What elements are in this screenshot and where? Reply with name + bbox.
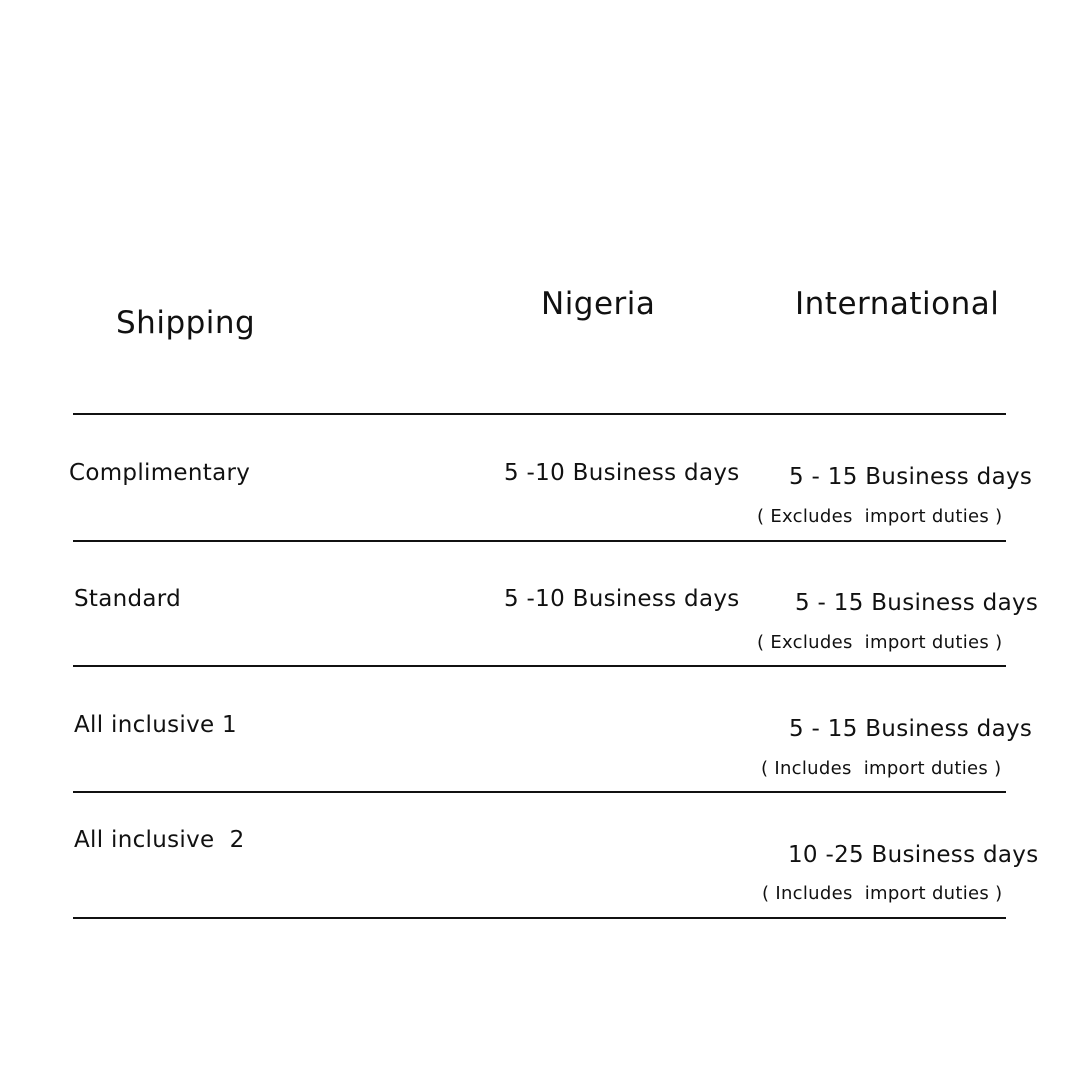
- row-label: Standard: [74, 586, 182, 612]
- international-delivery-time: 10 -25 Business days: [788, 842, 1039, 868]
- row-divider: [73, 791, 1006, 793]
- row-divider: [73, 917, 1006, 919]
- import-duties-note: ( Includes import duties ): [761, 758, 1002, 779]
- row-label: All inclusive 1: [74, 712, 237, 738]
- row-label: Complimentary: [69, 460, 251, 486]
- row-label: All inclusive 2: [74, 827, 245, 853]
- import-duties-note: ( Excludes import duties ): [757, 506, 1003, 527]
- header-divider: [73, 413, 1006, 415]
- header-shipping: Shipping: [116, 305, 256, 341]
- import-duties-note: ( Includes import duties ): [762, 883, 1003, 904]
- header-nigeria: Nigeria: [541, 286, 656, 322]
- nigeria-delivery-time: 5 -10 Business days: [504, 460, 740, 486]
- international-delivery-time: 5 - 15 Business days: [795, 590, 1039, 616]
- row-divider: [73, 540, 1006, 542]
- row-divider: [73, 665, 1006, 667]
- international-delivery-time: 5 - 15 Business days: [789, 464, 1033, 490]
- import-duties-note: ( Excludes import duties ): [757, 632, 1003, 653]
- nigeria-delivery-time: 5 -10 Business days: [504, 586, 740, 612]
- international-delivery-time: 5 - 15 Business days: [789, 716, 1033, 742]
- header-international: International: [795, 286, 1000, 322]
